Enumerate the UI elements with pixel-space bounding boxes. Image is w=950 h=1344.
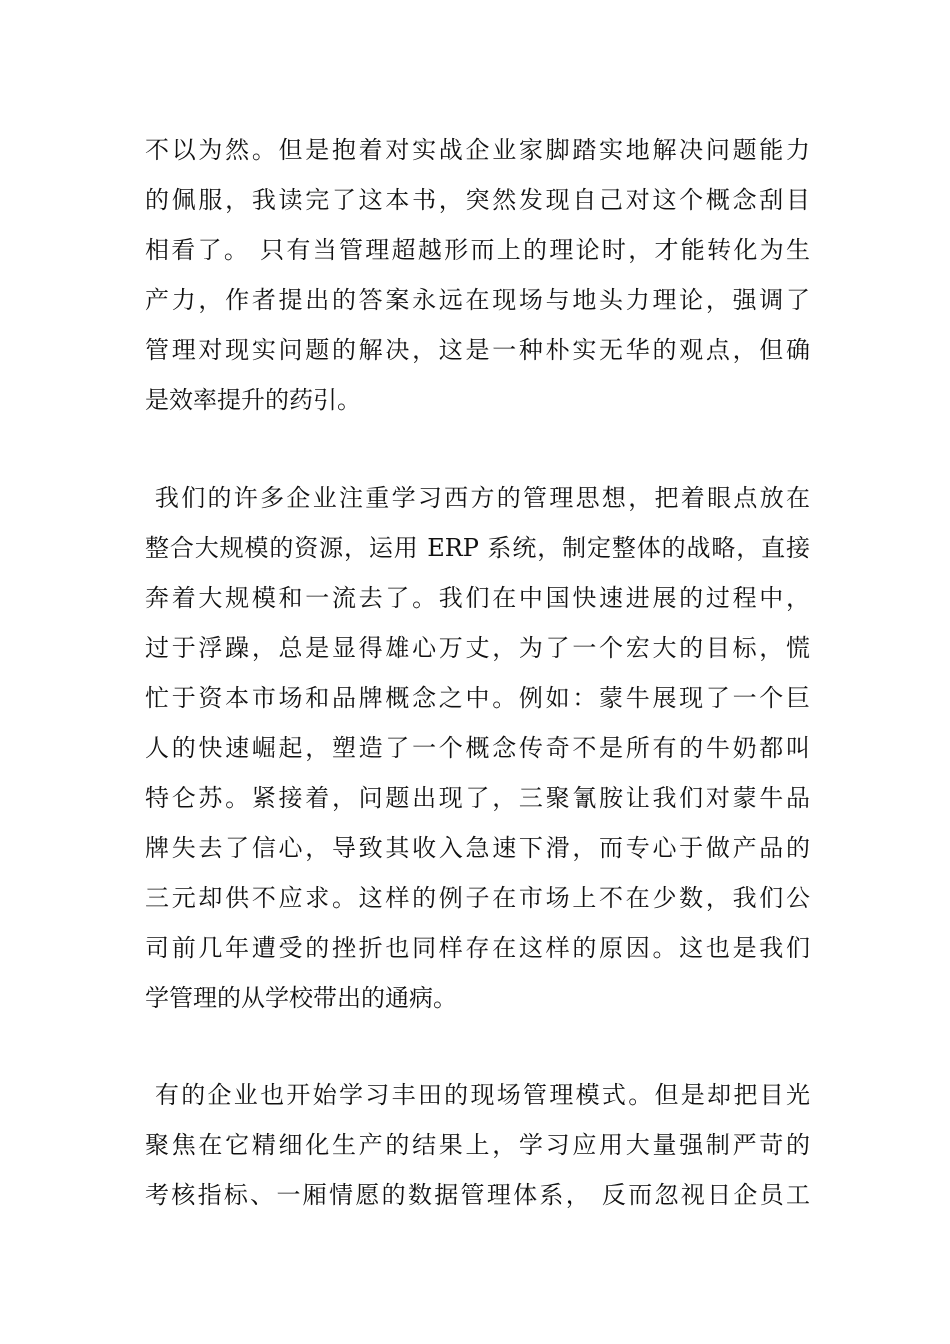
text-line: 三元却供不应求。这样的例子在市场上不在少数，我们公 xyxy=(145,884,810,912)
text-line: 是效率提升的药引。 xyxy=(145,386,361,414)
text-line: 管理对现实问题的解决，这是一种朴实无华的观点，但确 xyxy=(145,336,810,364)
text-line: 整合大规模的资源，运用 ERP 系统，制定整体的战略，直接 xyxy=(145,534,810,562)
text-line: 相看了。 只有当管理超越形而上的理论时，才能转化为生 xyxy=(145,236,810,264)
paragraph-2 xyxy=(145,473,810,1023)
text-line: 考核指标、一厢情愿的数据管理体系， 反而忽视日企员工 xyxy=(145,1181,810,1209)
text-line: 产力，作者提出的答案永远在现场与地头力理论，强调了 xyxy=(145,286,810,314)
text-line: 特仑苏。紧接着，问题出现了，三聚氰胺让我们对蒙牛品 xyxy=(145,784,810,812)
paragraph-1 xyxy=(145,125,810,425)
text-line: 学管理的从学校带出的通病。 xyxy=(145,984,457,1012)
text-line: 人的快速崛起，塑造了一个概念传奇不是所有的牛奶都叫 xyxy=(145,734,810,762)
text-line: 司前几年遭受的挫折也同样存在这样的原因。这也是我们 xyxy=(145,934,810,962)
text-line: 牌失去了信心，导致其收入急速下滑，而专心于做产品的 xyxy=(145,834,810,862)
text-line: 忙于资本市场和品牌概念之中。例如：蒙牛展现了一个巨 xyxy=(145,684,810,712)
text-line: 聚焦在它精细化生产的结果上，学习应用大量强制严苛的 xyxy=(145,1131,810,1159)
text-line: 奔着大规模和一流去了。我们在中国快速进展的过程中， xyxy=(145,584,810,612)
text-line: 有的企业也开始学习丰田的现场管理模式。但是却把目光 xyxy=(145,1081,810,1109)
paragraph-3 xyxy=(145,1070,810,1220)
text-line: 我们的许多企业注重学习西方的管理思想，把着眼点放在 xyxy=(145,484,810,512)
text-line: 过于浮躁，总是显得雄心万丈，为了一个宏大的目标，慌 xyxy=(145,634,810,662)
text-line: 的佩服，我读完了这本书，突然发现自己对这个概念刮目 xyxy=(145,186,810,214)
text-line: 不以为然。但是抱着对实战企业家脚踏实地解决问题能力 xyxy=(145,136,810,164)
